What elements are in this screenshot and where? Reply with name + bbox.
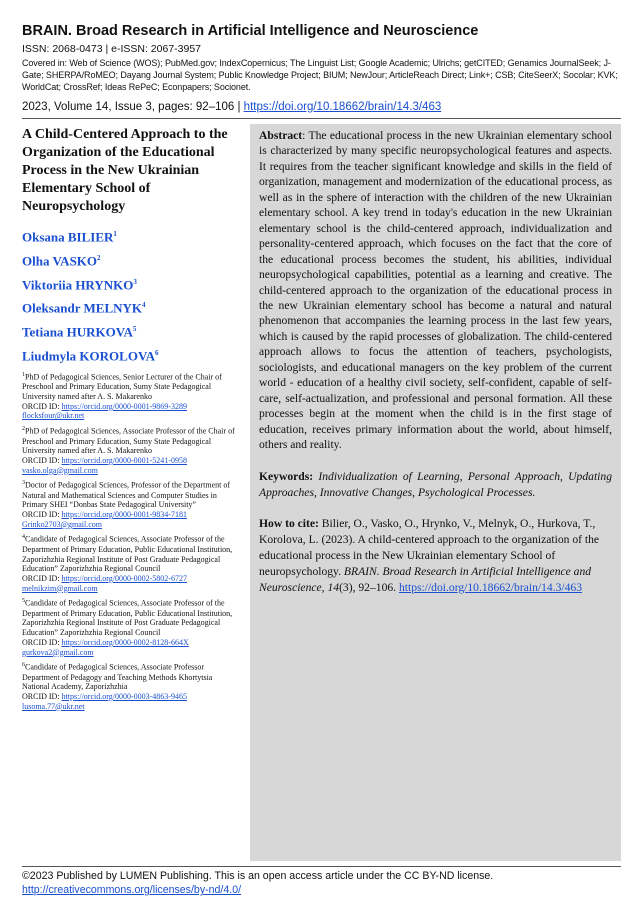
email-link[interactable]: gurkova2@gmail.com: [22, 647, 94, 657]
journal-header: [22, 22, 622, 115]
affiliation: $^3$Doctor of Pedagogical Sciences, Professor of the Department of Natural and Mathematical Sciences and Computer Studies in Primary SHEI “Donbas State Pedagogical University” ORCID ID: https://orcid.org/0000-0001-9834-7181 Grinko2703@gmail.com: [22, 480, 231, 529]
affiliation: $^6$Candidate of Pedagogical Sciences, Associate Professor Department of Pedagogy and Teaching Methods Khortytsia National Academy, Zaporizhzhia ORCID ID: https://orcid.org/0000-0003-4863-9465 lusoma.77@ukr.net: [22, 662, 213, 711]
author-name[interactable]: Oleksandr MELNYK$^4$: [22, 300, 146, 316]
keywords-text: Individualization of Learning, Personal Approach, Updating Approaches, Innovative Changes, Psychological Processes.: [259, 469, 612, 499]
abstract-panel: [250, 124, 621, 861]
citation-text: Bilier, O., Vasko, O., Hrynko, V., Melnyk, O., Hurkova, T., Korolova, L. (2023). A child-centered approach to the organization of the educational process in the New Ukrainian elementary School of neuropsychology.: [259, 516, 600, 578]
header-divider: [22, 118, 621, 119]
author-name[interactable]: Viktoriia HRYNKO$^3$: [22, 276, 137, 292]
affiliation: $^5$Candidate of Pedagogical Sciences, Associate Professor of the Department of Primary Education, Public Educational Institution, Zaporizhzhia Regional Institute of Post Graduate Pedagogical Education” Zaporizhzhia Regional Council ORCID ID: https://orcid.org/0000-0002-8128-664X gurkova2@gmail.com: [22, 598, 233, 657]
how-to-cite-label: How to cite:: [259, 516, 319, 530]
volume-text: 2023, Volume 14, Issue 3, pages: 92–106 |: [22, 101, 241, 113]
doi-link[interactable]: https://doi.org/10.18662/brain/14.3/463: [243, 101, 442, 113]
citation-journal: BRAIN. Broad Research in Artificial Intelligence and Neuroscience, 14: [259, 564, 592, 594]
citation-doi-link[interactable]: https://doi.org/10.18662/brain/14.3/463: [398, 580, 583, 594]
abstract: [259, 128, 612, 453]
license-footer: [22, 869, 622, 897]
email-link[interactable]: flocksfour@ukr.net: [22, 411, 85, 421]
orcid-link[interactable]: https://orcid.org/0000-0001-9834-7181: [61, 510, 187, 520]
orcid-link[interactable]: https://orcid.org/0000-0001-5241-0958: [61, 455, 187, 465]
orcid-link[interactable]: https://orcid.org/0000-0002-5802-6727: [61, 573, 187, 583]
author-list: [22, 224, 235, 367]
left-column: [22, 124, 235, 711]
article-title: A Child-Centered Approach to the Organization of the Educational Process in the New Ukrainian Elementary School of Neuropsychology: [22, 127, 228, 214]
citation-pages: (3), 92–106.: [339, 580, 397, 594]
affiliation: $^4$Candidate of Pedagogical Sciences, Associate Professor of the Department of Primary Education, Public Educational Institution, Zaporizhzhia Regional Institute of Post Graduate Pedagogical Education” Zaporizhzhia Regional Council ORCID ID: https://orcid.org/0000-0002-5802-6727 melnikzim@gmail.com: [22, 534, 233, 593]
issn-line: ISSN: 2068-0473 | e-ISSN: 2067-3957: [22, 43, 202, 55]
keywords-label: Keywords:: [259, 469, 314, 483]
abstract-label: Abstract: [259, 129, 303, 142]
footer-divider: [22, 866, 621, 867]
email-link[interactable]: melnikzim@gmail.com: [22, 583, 98, 593]
email-link[interactable]: vasko.olga@gmail.com: [22, 465, 98, 475]
email-link[interactable]: lusoma.77@ukr.net: [22, 701, 85, 711]
author-name[interactable]: Olha VASKO$^2$: [22, 253, 101, 269]
author-name[interactable]: Oksana BILIER$^1$: [22, 229, 117, 245]
affiliation: $^2$PhD of Pedagogical Sciences, Associate Professor of the Chair of Preschool and Primary Education, Sumy State Pedagogical University named after A. S. Makarenko ORCID ID: https://orcid.org/0000-0001-5241-0958 vasko.olga@gmail.com: [22, 426, 235, 475]
orcid-link[interactable]: https://orcid.org/0000-0003-4863-9465: [61, 692, 187, 701]
volume-line: [22, 100, 622, 115]
orcid-link[interactable]: https://orcid.org/0000-0001-9869-3289: [61, 401, 187, 411]
affiliation: $^1$PhD of Pedagogical Sciences, Senior Lecturer of the Chair of Preschool and Primary Education, Sumy State Pedagogical University named after A. S. Makarenko ORCID ID: https://orcid.org/0000-0001-9869-3289 flocksfour@ukr.net: [22, 371, 222, 421]
indexing-list: Covered in: Web of Science (WOS); PubMed.gov; IndexCopernicus; The Linguist List; Google Academic; Ulrichs; getCITED; Genamics JournalSeek; J-Gate; SHERPA/RoMEO; Dayang Journal System; Public Knowledge Project; BIUM; NewJour; ArticleReach Direct; Link+; CSB; CiteSeerX; Socolar; KVK; WorldCat; CrossRef; Ideas RePeC; Econpapers; Socionet.: [22, 58, 618, 92]
license-link[interactable]: http://creativecommons.org/licenses/by-nd/4.0/: [22, 884, 242, 896]
email-link[interactable]: Grinko2703@gmail.com: [22, 519, 103, 529]
journal-title: BRAIN. Broad Research in Artificial Intelligence and Neuroscience: [22, 23, 479, 39]
license-text: ©2023 Published by LUMEN Publishing. This is an open access article under the CC BY-ND license.: [22, 870, 494, 882]
abstract-text: : The educational process in the new Ukrainian elementary school is characterized by many specific neuropsychological features and aspects. It requires from the teacher significant knowledge and skills in the field of organization, management and modernization of the educational process, as well as in the sphere of interaction with the children of the new Ukrainian elementary school. A key trend in today's education in the new Ukrainian elementary school is the child-centered approach, individualization and personality-centered approach, which focuses on the fact that the core of the educational process becomes the student, his abilities, individual neuropsychological capabilities, potential as a learning and creative. The child-centered approach to the organization of the educational process in the new Ukrainian elementary school has become a natural and natural phenomenon that accompanies the learning process in the last few years, which is caused by the rapid processes of globalization. The child-centered approach allows to focus the attention of teachers, psychologists, sociologists, and educational managers on the key problem of the current world - education of a healthy civil society, self-confident, capable of self-care, self-actualization, and professional and personal formation. All these processes begin at the moment when the child is in the first stage of education, receives primary information about the world, about himself, others and reality.: [259, 129, 612, 452]
keywords: [259, 469, 612, 501]
author-name[interactable]: Tetiana HURKOVA$^5$: [22, 324, 137, 340]
orcid-link[interactable]: https://orcid.org/0000-0002-8128-664X: [61, 637, 189, 647]
how-to-cite: [259, 516, 612, 596]
author-name[interactable]: Liudmyla KOROLOVA$^6$: [22, 348, 159, 364]
